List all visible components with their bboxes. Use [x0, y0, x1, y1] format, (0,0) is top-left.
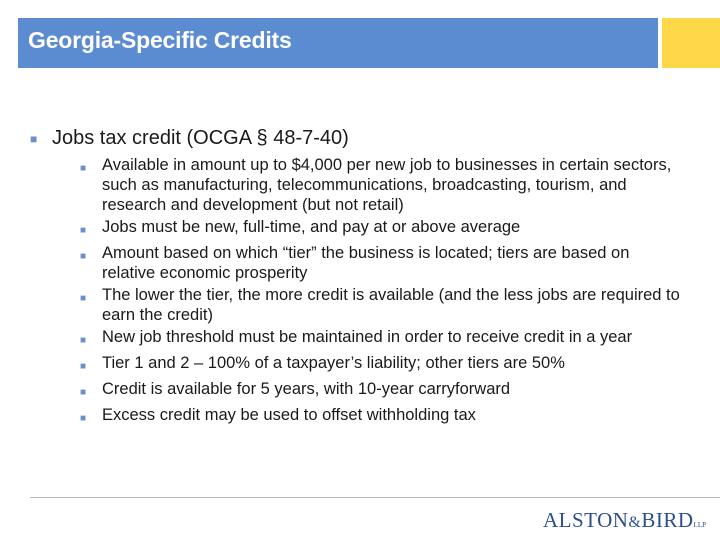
square-bullet-icon: ■	[80, 251, 87, 262]
square-bullet-icon: ■	[80, 225, 87, 236]
square-bullet-icon: ■	[30, 132, 38, 146]
sub-bullet-item	[80, 155, 680, 215]
sub-bullet-item	[80, 353, 680, 377]
corner-accent-block	[662, 18, 720, 68]
sub-bullet-text: The lower the tier, the more credit is available (and the less jobs are required to earn the credit)	[102, 286, 680, 324]
slide-title: Georgia-Specific Credits	[28, 27, 292, 53]
logo-suffix: LLP	[693, 521, 706, 529]
sub-bullet-text: Jobs must be new, full-time, and pay at or above average	[102, 218, 521, 236]
logo-name-1: ALSTON	[542, 508, 629, 532]
sub-bullet-item	[80, 405, 680, 429]
sub-bullet-list	[80, 155, 680, 431]
square-bullet-icon: ■	[80, 387, 87, 398]
logo-name-2: BIRD	[641, 508, 694, 532]
sub-bullet-item	[80, 217, 680, 241]
alston-bird-logo	[543, 508, 706, 533]
sub-bullet-item	[80, 243, 680, 283]
square-bullet-icon: ■	[80, 335, 87, 346]
sub-bullet-text: Credit is available for 5 years, with 10-year carryforward	[102, 380, 511, 398]
square-bullet-icon: ■	[80, 293, 87, 304]
sub-bullet-text: New job threshold must be maintained in order to receive credit in a year	[102, 328, 633, 346]
sub-bullet-text: Amount based on which “tier” the business is located; tiers are based on relative economic prosperity	[102, 244, 630, 282]
logo-ampersand: &	[628, 514, 642, 531]
sub-bullet-item	[80, 327, 680, 351]
sub-bullet-text: Tier 1 and 2 – 100% of a taxpayer’s liability; other tiers are 50%	[102, 354, 565, 372]
footer-divider	[30, 497, 720, 498]
sub-bullet-text: Available in amount up to $4,000 per new job to businesses in certain sectors, such as manufacturing, telecommunications, broadcasting, tourism, and research and development (but not retail)	[102, 156, 672, 214]
sub-bullet-item	[80, 285, 680, 325]
square-bullet-icon: ■	[80, 361, 87, 372]
square-bullet-icon: ■	[80, 163, 87, 174]
main-bullet-text: Jobs tax credit (OCGA § 48-7-40)	[52, 127, 349, 149]
sub-bullet-text: Excess credit may be used to offset withholding tax	[102, 406, 476, 424]
sub-bullet-item	[80, 379, 680, 403]
main-bullet	[30, 127, 349, 150]
square-bullet-icon: ■	[80, 413, 87, 424]
